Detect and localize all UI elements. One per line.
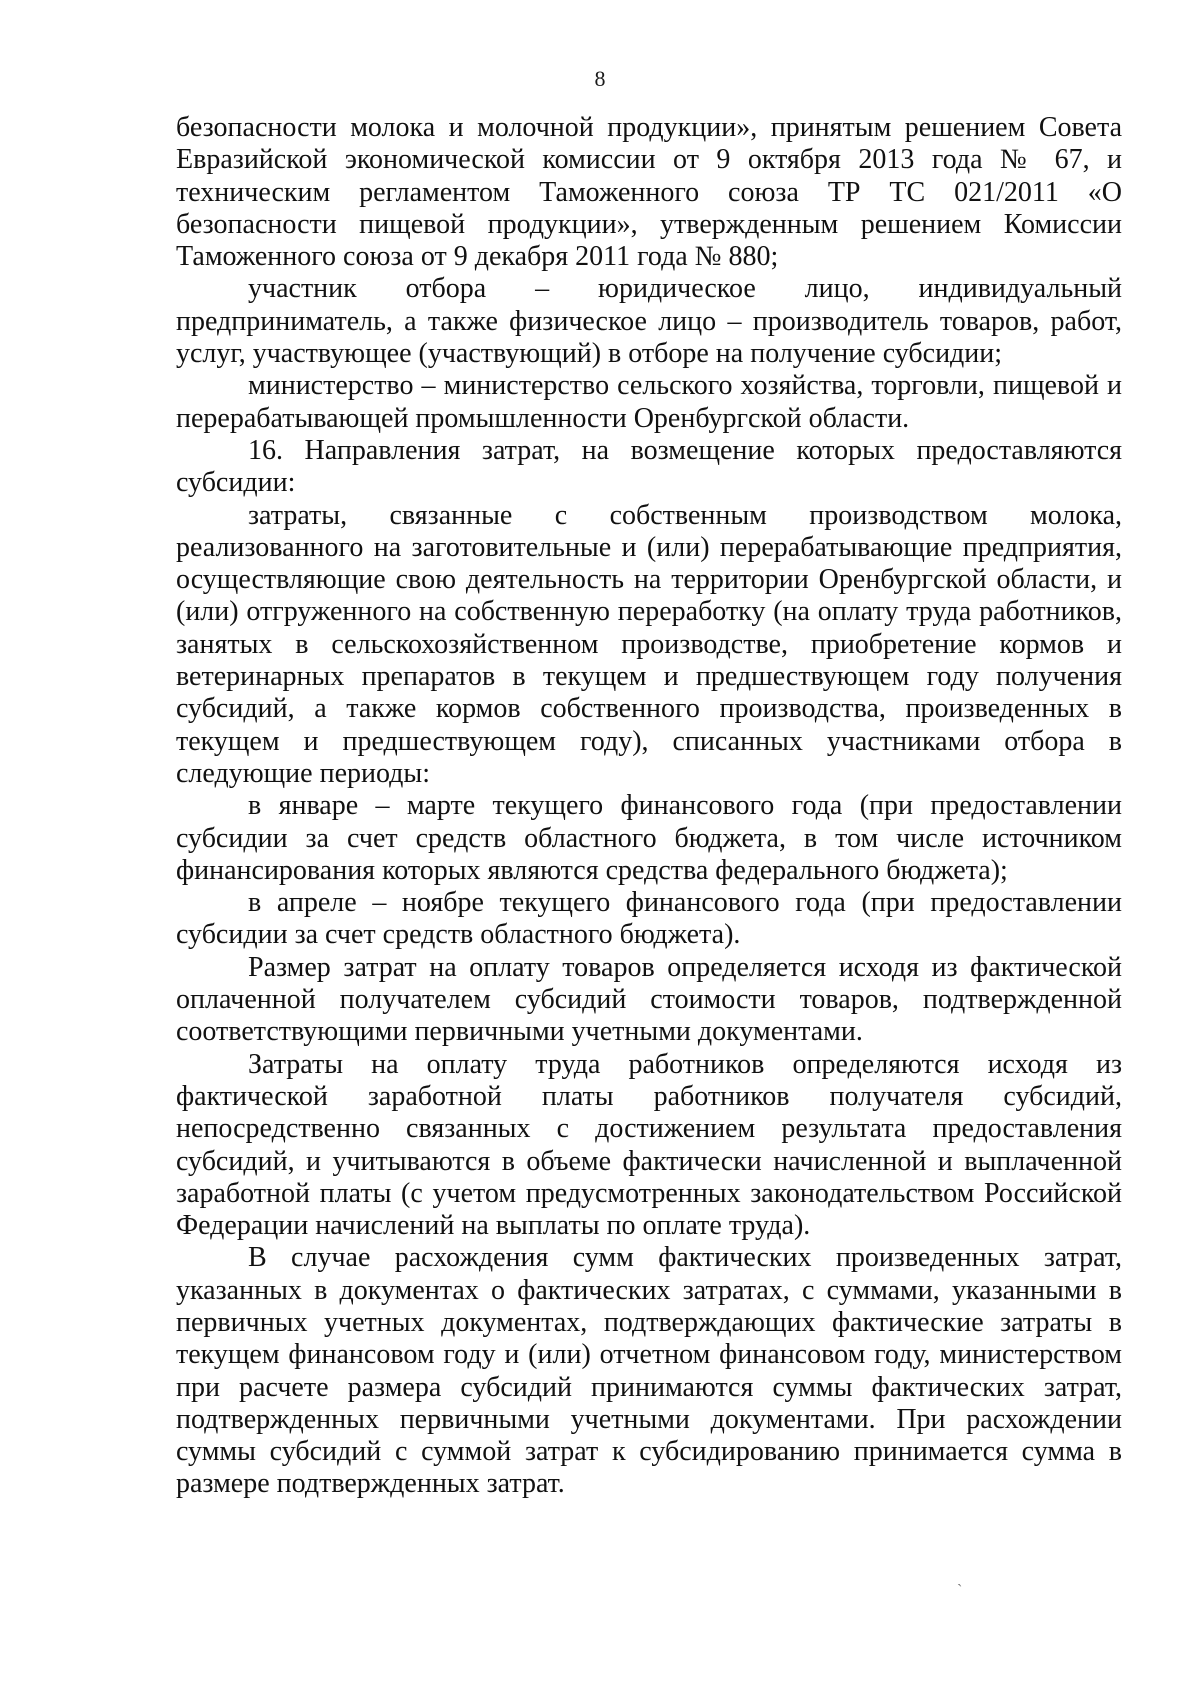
scan-speck: ` — [957, 1582, 963, 1599]
paragraph-discrepancy: В случае расхождения сумм фактических произведенных затрат, указанных в документах о фактических затратах, с суммами, указанными в первичных учетных документах, подтверждающих фактические затраты в текущем финансовом году и (или) отчетном финансовом году, министерством при расчете размера субсидий принимаются суммы фактических затрат, подтвержденных первичными учетными документами. При расхождении суммы субсидий с суммой затрат к субсидированию принимается сумма в размере подтвержденных затрат. — [176, 1242, 1122, 1500]
paragraph-definition-participant: участник отбора – юридическое лицо, индивидуальный предприниматель, а также физическое лицо – производитель товаров, работ, услуг, участвующее (участвующий) в отборе на получение субсидии; — [176, 273, 1122, 370]
paragraph-labor-costs: Затраты на оплату труда работников определяются исходя из фактической заработной платы работников получателя субсидий, непосредственно связанных с достижением результата предоставления субсидий, и учитываются в объеме фактически начисленной и выплаченной заработной платы (с учетом предусмотренных законодательством Российской Федерации начислений на выплаты по оплате труда). — [176, 1048, 1122, 1242]
document-body — [176, 112, 1122, 1501]
paragraph-period-april-november: в апреле – ноябре текущего финансового года (при предоставлении субсидии за счет средств областного бюджета). — [176, 887, 1122, 951]
paragraph-continuation: безопасности молока и молочной продукции», принятым решением Совета Евразийской экономической комиссии от 9 октября 2013 года № 67, и техническим регламентом Таможенного союза ТР ТС 021/2011 «О безопасности пищевой продукции», утвержденным решением Комиссии Таможенного союза от 9 декабря 2011 года № 880; — [176, 112, 1122, 273]
paragraph-goods-costs: Размер затрат на оплату товаров определяется исходя из фактической оплаченной получателем субсидий стоимости товаров, подтвержденной соответствующими первичными учетными документами. — [176, 951, 1122, 1048]
paragraph-period-january-march: в январе – марте текущего финансового года (при предоставлении субсидии за счет средств областного бюджета, в том числе источником финансирования которых являются средства федерального бюджета); — [176, 790, 1122, 886]
paragraph-definition-ministry: министерство – министерство сельского хозяйства, торговли, пищевой и перерабатывающей промышленности Оренбургской области. — [176, 370, 1122, 434]
paragraph-section-16: 16. Направления затрат, на возмещение которых предоставляются субсидии: — [176, 434, 1122, 499]
page-number: 8 — [594, 66, 606, 91]
paragraph-costs: затраты, связанные с собственным производством молока, реализованного на заготовительные и (или) перерабатывающие предприятия, осуществляющие свою деятельность на территории Оренбургской области, и (или) отгруженного на собственную переработку (на оплату труда работников, занятых в сельскохозяйственном производстве, приобретение кормов и ветеринарных препаратов в текущем и предшествующем году получения субсидий, а также кормов собственного производства, произведенных в текущем и предшествующем году), списанных участниками отбора в следующие периоды: — [176, 499, 1122, 789]
